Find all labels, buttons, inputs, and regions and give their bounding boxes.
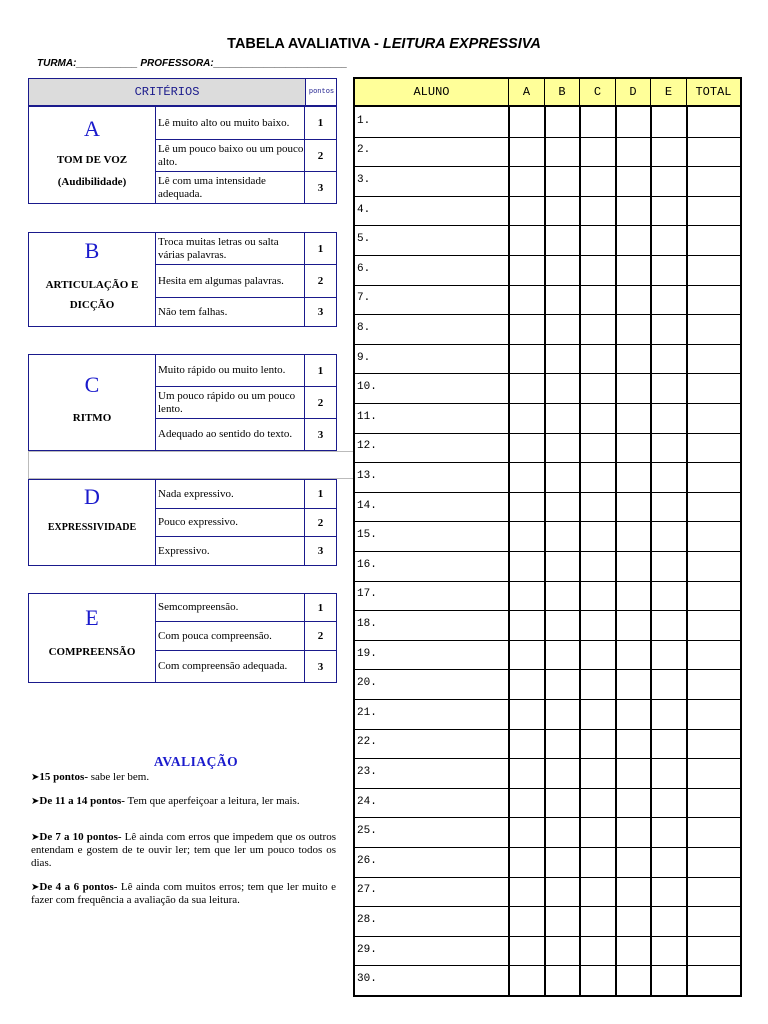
student-row-number: 12. [357,440,377,452]
grid-row-line [355,758,740,759]
student-row-number: 19. [357,648,377,660]
page-title [0,36,768,52]
evaluation-item: ➤15 pontos- sabe ler bem. [31,771,150,783]
evaluation-item-range: De 4 a 6 pontos- [39,881,118,893]
evaluation-item-text: sabe ler bem. [87,771,150,783]
col-header-aluno: ALUNO [355,79,509,107]
col-header-c: C [580,79,616,107]
col-header-a: A [509,79,545,107]
criterion-letter: A [84,116,100,141]
criterion-desc: Com compreensão adequada. [156,651,305,682]
student-row-number: 20. [357,677,377,689]
criterion-block-b [28,232,337,327]
student-row-number: 1. [357,115,371,127]
grid-row-line [355,877,740,878]
criterion-block-e [28,593,337,683]
grid-row-line [355,344,740,345]
criterion-points: 2 [317,630,324,642]
criterion-row [156,233,337,265]
grid-row-line [355,729,740,730]
criterion-subname: (Audibilidade) [57,176,127,188]
criterion-block-a [28,106,337,204]
grid-row-line [355,285,740,286]
criterion-desc: Nada expressivo. [156,480,305,508]
criterion-row [156,651,337,682]
criterion-row [156,419,337,450]
criterion-row [156,298,337,326]
criterion-points: 2 [317,516,324,529]
student-row-number: 30. [357,973,377,985]
student-row-number: 18. [357,618,377,630]
grid-row-line [355,551,740,552]
col-header-total: TOTAL [687,79,740,107]
criterion-points: 3 [317,428,324,441]
student-row-number: 5. [357,233,371,245]
criterion-desc: Pouco expressivo. [156,509,305,536]
criterion-row [156,172,337,203]
student-row-number: 14. [357,500,377,512]
evaluation-item-text: Lê ainda com erros que impedem que os outros entendam e gostem de te ouvir ler; tem que ler um pouco todos os dias. [31,831,336,869]
grid-row-line [355,196,740,197]
student-row-number: 21. [357,707,377,719]
grid-row-line [355,581,740,582]
col-header-d: D [616,79,651,107]
student-row-number: 24. [357,796,377,808]
criterion-title-cell [29,107,156,203]
evaluation-title: AVALIAÇÃO [153,754,239,769]
criterion-points: 1 [317,242,324,255]
student-row-number: 9. [357,352,371,364]
title-italic: LEITURA EXPRESSIVA [382,36,541,52]
evaluation-item-range: De 7 a 10 pontos- [39,831,122,843]
criterion-points: 3 [317,545,324,557]
criterion-row [156,140,337,172]
criterion-name: TOM DE VOZ [56,154,128,166]
criterion-desc: Com pouca compreensão. [156,622,305,650]
evaluation-item: ➤De 7 a 10 pontos- Lê ainda com erros que impedem que os outros entendam e gostem de te ouvir ler; tem que ler um pouco todos os dias. [31,831,336,869]
criteria-label: CRITÉRIOS [29,79,306,105]
criterion-letter: D [84,484,100,509]
criterion-block-d [28,479,337,566]
criterion-row [156,622,337,651]
student-row-number: 22. [357,736,377,748]
points-label: pontos [308,88,335,96]
student-row-number: 16. [357,559,377,571]
grid-row-line [355,373,740,374]
criterion-name: COMPREENSÃO [48,646,136,658]
grid-row-line [355,640,740,641]
criterion-row [156,107,337,140]
col-header-b: B [545,79,580,107]
student-row-number: 8. [357,322,371,334]
criterion-title-cell [29,355,156,450]
grid-row-line [355,314,740,315]
criterion-desc: Lê um pouco baixo ou um pouco alto. [156,140,305,171]
evaluation-item: ➤De 4 a 6 pontos- Lê ainda com muitos erros; tem que ler muito e fazer com frequência a avaliação da sua leitura. [31,881,336,906]
students-grid [353,77,742,997]
evaluation-item-text: Tem que aperfeiçoar a leitura, ler mais. [124,795,300,807]
criterion-points: 2 [317,275,324,287]
evaluation-item: ➤De 11 a 14 pontos- Tem que aperfeiçoar a leitura, ler mais. [31,795,300,807]
criterion-name: EXPRESSIVIDADE [47,522,137,533]
grid-row-line [355,610,740,611]
student-row-number: 6. [357,263,371,275]
grid-row-line [355,166,740,167]
criterion-row [156,355,337,387]
student-row-number: 15. [357,529,377,541]
criterion-letter: B [84,238,100,263]
grid-row-line [355,492,740,493]
student-row-number: 26. [357,855,377,867]
criterion-points: 2 [317,149,324,162]
student-row-number: 4. [357,204,371,216]
evaluation-item-range: De 11 a 14 pontos- [39,795,125,807]
criterion-points: 1 [317,601,324,614]
grid-row-line [355,521,740,522]
col-header-e: E [651,79,687,107]
criterion-letter: C [84,372,100,397]
criterion-points: 3 [317,306,324,318]
spacer-row [28,451,354,479]
grid-row-line [355,965,740,966]
grid-row-line [355,669,740,670]
evaluation-item-range: 15 pontos- [39,771,88,783]
criterion-name: ARTICULAÇÃO E [45,279,139,291]
grid-row-line [355,225,740,226]
criterion-points: 1 [317,488,324,500]
student-row-number: 7. [357,292,371,304]
grid-row-line [355,433,740,434]
criterion-name: RITMO [72,412,112,424]
student-row-number: 29. [357,944,377,956]
grid-row-line [355,699,740,700]
criterion-points: 3 [317,660,324,673]
criterion-row [156,387,337,419]
student-row-number: 10. [357,381,377,393]
grid-row-line [355,847,740,848]
student-row-number: 2. [357,144,371,156]
criterion-points: 1 [317,364,324,377]
criterion-subname: DICÇÃO [69,299,115,311]
criterion-row [156,480,337,509]
criterion-points: 2 [317,396,324,409]
criterion-desc: Semcompreensão. [156,594,305,621]
criterion-title-cell [29,233,156,326]
criterion-points: 1 [317,117,324,129]
criterion-desc: Não tem falhas. [156,298,305,326]
criterion-row [156,265,337,298]
grid-row-line [355,462,740,463]
criterion-desc: Lê com uma intensidade adequada. [156,172,305,203]
student-row-number: 11. [357,411,377,423]
grid-row-line [355,403,740,404]
criterion-desc: Hesita em algumas palavras. [156,265,305,297]
criteria-header [28,78,337,106]
grid-row-line [355,936,740,937]
class-teacher-line: TURMA:___________ PROFESSORA:________________________ [37,58,348,69]
criterion-desc: Muito rápido ou muito lento. [156,355,305,386]
criterion-row [156,537,337,565]
grid-row-line [355,137,740,138]
criterion-row [156,509,337,537]
grid-row-line [355,255,740,256]
student-row-number: 27. [357,884,377,896]
criterion-desc: Lê muito alto ou muito baixo. [156,107,305,139]
criterion-block-c [28,354,337,451]
student-row-number: 25. [357,825,377,837]
evaluation-item-text: Lê ainda com muitos erros; tem que ler muito e fazer com frequência a avaliação da sua leitura. [31,881,336,906]
criterion-desc: Troca muitas letras ou salta várias palavras. [156,233,305,264]
student-row-number: 3. [357,174,371,186]
criterion-letter: E [85,605,99,630]
grid-row-line [355,906,740,907]
grid-row-line [355,788,740,789]
student-row-number: 13. [357,470,377,482]
student-row-number: 17. [357,588,377,600]
student-row-number: 28. [357,914,377,926]
criterion-desc: Adequado ao sentido do texto. [156,419,305,450]
criterion-row [156,594,337,622]
criterion-points: 3 [317,181,324,194]
criterion-title-cell [29,480,156,565]
criterion-title-cell [29,594,156,682]
criterion-desc: Um pouco rápido ou um pouco lento. [156,387,305,418]
title-main: TABELA AVALIATIVA - [227,36,383,52]
criterion-desc: Expressivo. [156,537,305,565]
grid-row-line [355,817,740,818]
student-row-number: 23. [357,766,377,778]
